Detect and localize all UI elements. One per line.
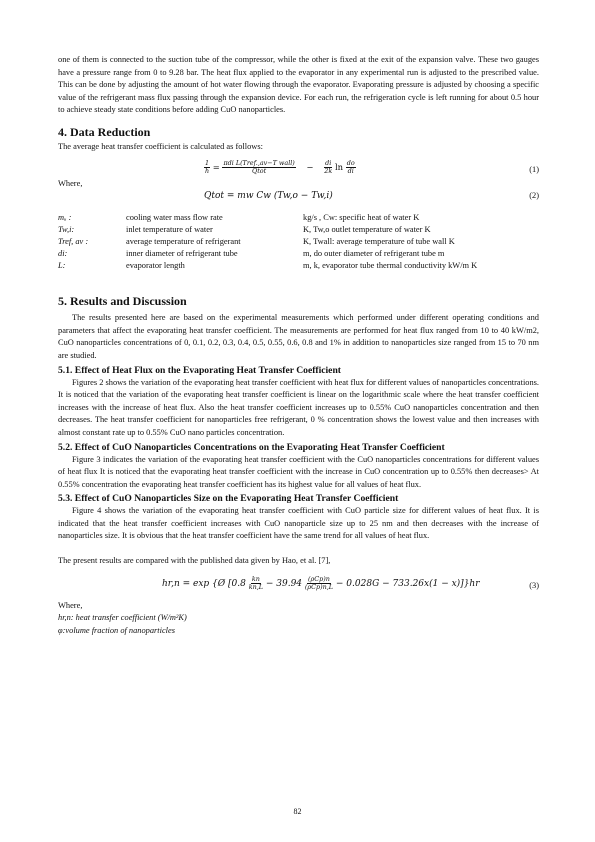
nom-unit: m, k, evaporator tube thermal conductivity kW/m K — [303, 261, 478, 271]
eq1-minus: − — [306, 161, 314, 172]
eq1-ln: ln — [334, 161, 344, 172]
equation-1 — [58, 160, 539, 182]
eq1-frac3-top: do — [346, 158, 355, 167]
section-5-1-text: Figures 2 shows the variation of the evaporating heat transfer coefficient with heat flux for different values of nanoparticles concentrations. It is noticed that the variation of the evaporating heat transfer coefficient is linear on the logarithmic scale where the heat transfer coefficient increases with the increase of heat flux. Also the heat transfer coefficient increases up to 0.55% CuO nanoparticles concentration and then decreases. The heat transfer coefficient for nanoparticles free refrigerant, 0 % concentration shows the lowest value and then increases with almost constant rate up to 0.55% CuO nano particles concentration. — [58, 377, 539, 437]
nom-symbol: Tref, av : — [58, 237, 89, 247]
section-5-3-text: Figure 4 shows the variation of the evaporating heat transfer coefficient with CuO particle size for different values of heat flux. It is indicated that the heat transfer coefficient increases with CuO nanoparticle size up to 25 nm and then decreases with the increase of nanoparticles size. It is obvious that the heat transfer coefficient have the same trend for all values of heat flux. — [58, 506, 539, 541]
intro-paragraph: one of them is connected to the suction tube of the compressor, while the other is fixed at the exit of the expansion valve. These two gauges have a pressure range from 0 to 9.28 bar. The heat flux applied to the evaporator in any experimental run is adjusted to the prescribed value. This can be done by adjusting the amount of hot water flowing through the evaporator. Evaporating pressure is adjusted by choosing a specific value of the refrigerant mass flux passing through the expansion device. For each run, the refrigeration cycle is left running for about 0.5 hour to achieve steady state conditions before adding CuO nanoparticles. — [58, 55, 539, 115]
eq3-frac1-top: kn — [251, 574, 260, 583]
eq1-frac2-bottom: 2k — [324, 166, 333, 175]
nom-description: cooling water mass flow rate — [126, 213, 223, 223]
eq3-mid: − 39.94 — [265, 578, 303, 589]
eq3-frac2-top: (ρCp)n — [308, 574, 330, 583]
page-number: 82 — [293, 807, 302, 816]
section-5-2-text: Figure 3 indicates the variation of the evaporating heat transfer coefficient with the CuO nanoparticles concentrations for different values of heat flux It is noticed that the evaporating heat transfer coefficient with the increase in CuO concentration up to 0.55% then decreases> At 0.55% concentration the evaporating heat transfer coefficient has its highest value for all values of heat flux. — [58, 454, 539, 489]
nom-unit: m, do outer diameter of refrigerant tube m — [303, 249, 445, 259]
eq1-frac3-bottom: di — [347, 166, 354, 175]
section-5-2-heading: 5.2. Effect of CuO Nanoparticles Concentrations on the Evaporating Heat Transfer Coefficient — [58, 441, 445, 453]
nom-unit: kg/s , Cw: specific heat of water K — [303, 213, 420, 223]
eq1-frac1 — [222, 160, 295, 175]
nom-symbol: L: — [58, 261, 66, 271]
eq1-number: (1) — [529, 164, 539, 174]
definition-hrn: hr,n: heat transfer coefficient (W/m²K) — [58, 613, 187, 623]
eq1-lhs — [204, 160, 210, 175]
eq2-number: (2) — [529, 191, 539, 201]
nomenclature-table — [58, 212, 539, 272]
eq1-lhs-bottom: h — [204, 166, 210, 175]
eq1-frac1-top: πdi L(Tref.,av−T wall) — [223, 158, 295, 167]
section-5-1-heading: 5.1. Effect of Heat Flux on the Evaporating Heat Transfer Coefficient — [58, 364, 341, 376]
definition-phi: φ:volume fraction of nanoparticles — [58, 625, 175, 635]
eq1-frac1-bottom: Qtot — [252, 166, 267, 175]
page-content — [58, 54, 539, 637]
eq1-frac2 — [324, 160, 332, 175]
section-4-heading: 4. Data Reduction — [58, 124, 151, 139]
eq3-frac1-bottom: kn,L — [248, 582, 263, 591]
eq1-equals: = — [212, 161, 220, 172]
nom-description: average temperature of refrigerant — [126, 237, 241, 247]
eq1-lhs-top: 1 — [205, 158, 210, 167]
section-5-intro: The results presented here are based on the experimental measurements which performed under different operating conditions and parameters that affect the evaporating heat transfer coefficient. The measurements are performed for heat flux ranged from 10 to 40 kW/m2, CuO nanoparticles concentrations of 0, 0.1, 0.2, 0.3, 0.4, 0.5, 0.55, 0.6, 0.8 and 1% in addition to nanoparticles size ranged from 15 to 70 nm are studied. — [58, 313, 539, 360]
nom-unit: K, Tw,o outlet temperature of water K — [303, 225, 431, 235]
where-label: Where, — [58, 178, 83, 188]
nom-unit: K, Twall: average temperature of tube wall K — [303, 237, 455, 247]
nom-symbol: mᵤ : — [58, 213, 72, 223]
equation-2 — [58, 188, 539, 206]
nom-description: evaporator length — [126, 261, 185, 271]
eq1-frac3 — [346, 160, 356, 175]
eq3-right: − 0.028G − 733.26x(1 − x)]}hr — [335, 578, 480, 589]
nom-symbol: Tw,i: — [58, 225, 75, 235]
where-label-2: Where, — [58, 600, 83, 610]
eq3-frac1 — [249, 576, 263, 591]
equation-3 — [58, 576, 539, 598]
eq3-left: hr,n = exp {Ø [0.8 — [162, 578, 246, 589]
eq3-number: (3) — [529, 580, 539, 590]
section-4-intro: The average heat transfer coefficient is calculated as follows: — [58, 141, 263, 151]
nom-description: inlet temperature of water — [126, 225, 213, 235]
comparison-text: The present results are compared with the published data given by Hao, et al. [7], — [58, 556, 331, 566]
section-5-heading: 5. Results and Discussion — [58, 294, 187, 309]
nom-description: inner diameter of refrigerant tube — [126, 249, 238, 259]
eq1-frac2-top: di — [325, 158, 332, 167]
nom-symbol: di: — [58, 249, 68, 259]
eq3-frac2-bottom: (ρCp)n,L — [304, 582, 334, 591]
section-5-3-heading: 5.3. Effect of CuO Nanoparticles Size on the Evaporating Heat Transfer Coefficient — [58, 493, 399, 505]
eq3-frac2 — [305, 576, 333, 591]
eq2-text: Qtot = mw Cw (Tw,o − Tw,i) — [204, 191, 333, 202]
